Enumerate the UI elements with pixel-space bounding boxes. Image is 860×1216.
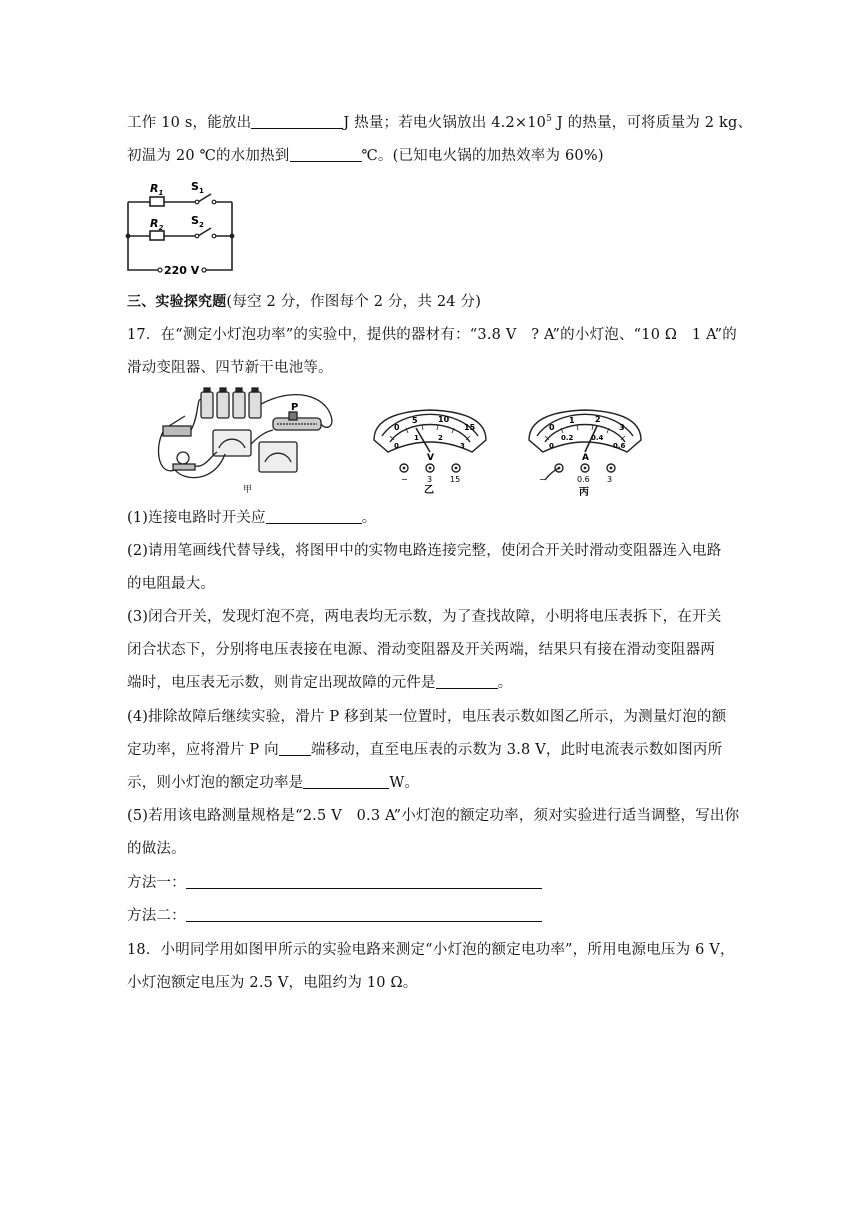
q17-part-2-line-1: (2)请用笔画线代替导线，将图甲中的实物电路连接完整，使闭合开关时滑动变阻器连入电路 [127, 543, 722, 559]
q17-part-3-line-3 [127, 673, 512, 693]
q17-line-2: 滑动变阻器、四节新干电池等。 [127, 360, 333, 376]
v-top-tick: 10 [438, 415, 450, 424]
a-bottom-tick: 0.6 [613, 442, 626, 450]
q18-line-2: 小灯泡额定电压为 2.5 V，电阻约为 10 Ω。 [127, 975, 418, 991]
ammeter-unit: A [582, 453, 589, 463]
text: J 的热量，可将质量为 2 kg、 [552, 115, 753, 131]
q17-part-1 [127, 508, 376, 528]
answer-blank[interactable] [436, 674, 498, 689]
section-note: (每空 2 分，作图每个 2 分，共 24 分) [226, 294, 482, 310]
v-bottom-tick: 0 [394, 442, 399, 450]
text: 定功率，应将滑片 P 向 [127, 742, 279, 758]
v-top-tick: 15 [464, 423, 476, 432]
v-terminal: 3 [427, 475, 433, 484]
a-top-tick: 1 [569, 416, 575, 425]
a-top-tick: 0 [549, 423, 555, 432]
superscript: 5 [546, 114, 553, 124]
text: ℃。(已知电火锅的加热效率为 60%) [361, 148, 604, 164]
text: 端移动，直至电压表的示数为 3.8 V，此时电流表示数如图丙所 [310, 742, 723, 758]
section-title: 三、实验探究题 [127, 294, 227, 310]
s1-label: $S_1$ [191, 180, 204, 195]
figure-yi-voltmeter [368, 406, 492, 494]
a-top-tick: 3 [619, 423, 625, 432]
text: W。 [389, 775, 420, 791]
answer-blank[interactable] [266, 509, 362, 524]
source-label: 220 V [164, 264, 200, 277]
method-1 [127, 873, 542, 893]
r2-label: $R_2$ [150, 217, 164, 232]
text: 方法二： [127, 908, 186, 924]
a-terminal: − [539, 475, 546, 484]
q17-line-1: 17．在“测定小灯泡功率”的实验中，提供的器材有：“3.8 V ? A”的小灯泡、“10 Ω 1 A”的 [127, 327, 737, 343]
voltmeter-unit: V [427, 453, 434, 463]
section-3-heading [127, 292, 481, 312]
a-top-tick: 2 [595, 415, 601, 424]
text: 示，则小灯泡的额定功率是 [127, 775, 304, 791]
v-terminal: 15 [450, 475, 461, 484]
text: 。 [497, 675, 513, 691]
q17-part-4-line-1: (4)排除故障后继续实验，滑片 P 移到某一位置时，电压表示数如图乙所示，为测量灯泡的额 [127, 709, 727, 725]
figure-jia-apparatus [155, 386, 345, 496]
q17-part-2-line-2: 的电阻最大。 [127, 576, 216, 592]
q17-part-5-line-1: (5)若用该电路测量规格是“2.5 V 0.3 A”小灯泡的额定功率，须对实验进行适当调整，写出你 [127, 808, 740, 824]
v-terminal: − [401, 475, 408, 484]
text: 方法一： [127, 875, 186, 891]
v-bottom-tick: 3 [460, 442, 465, 450]
v-top-tick: 5 [412, 416, 418, 425]
answer-blank[interactable] [251, 114, 343, 129]
text: 端时，电压表无示数，则肯定出现故障的元件是 [127, 675, 436, 691]
answer-blank[interactable] [186, 907, 542, 922]
text: J 热量；若电火锅放出 4.2×10 [343, 115, 547, 131]
q17-part-4-line-2 [127, 740, 722, 760]
q18-line-1: 18．小明同学用如图甲所示的实验电路来测定“小灯泡的额定电功率”，所用电源电压为 6 V， [127, 942, 735, 958]
v-bottom-tick: 1 [414, 434, 419, 442]
a-bottom-tick: 0.2 [561, 434, 574, 442]
a-terminal: 3 [607, 475, 613, 484]
q17-part-4-line-3 [127, 773, 419, 793]
method-2 [127, 906, 542, 926]
q17-part-5-line-2: 的做法。 [127, 841, 186, 857]
text: (1)连接电路时开关应 [127, 510, 266, 526]
a-bottom-tick: 0 [549, 442, 554, 450]
circuit-diagram [118, 176, 242, 278]
answer-blank[interactable] [186, 874, 542, 889]
answer-blank[interactable] [279, 741, 311, 756]
text: 。 [361, 510, 377, 526]
q17-part-3-line-2: 闭合状态下，分别将电压表接在电源、滑动变阻器及开关两端，结果只有接在滑动变阻器两 [127, 642, 715, 658]
answer-blank[interactable] [290, 147, 362, 162]
q17-part-3-line-1: (3)闭合开关，发现灯泡不亮，两电表均无示数，为了查找故障，小明将电压表拆下，在开关 [127, 609, 722, 625]
v-bottom-tick: 2 [438, 434, 443, 442]
figure-bing-ammeter [523, 406, 647, 498]
slider-p-label: P [291, 402, 299, 413]
answer-blank[interactable] [303, 774, 389, 789]
v-top-tick: 0 [394, 423, 400, 432]
a-terminal: 0.6 [577, 475, 590, 484]
figure-bing-caption: 丙 [579, 487, 589, 498]
text: 工作 10 s，能放出 [127, 115, 252, 131]
s2-label: $S_2$ [191, 214, 204, 229]
figure-jia-caption: 甲 [243, 485, 253, 495]
q16-line-2 [127, 146, 604, 166]
a-bottom-tick: 0.4 [591, 434, 604, 442]
figure-yi-caption: 乙 [424, 485, 434, 494]
q16-line-1 [127, 113, 752, 133]
text: 初温为 20 ℃的水加热到 [127, 148, 290, 164]
r1-label: $R_1$ [150, 182, 164, 197]
